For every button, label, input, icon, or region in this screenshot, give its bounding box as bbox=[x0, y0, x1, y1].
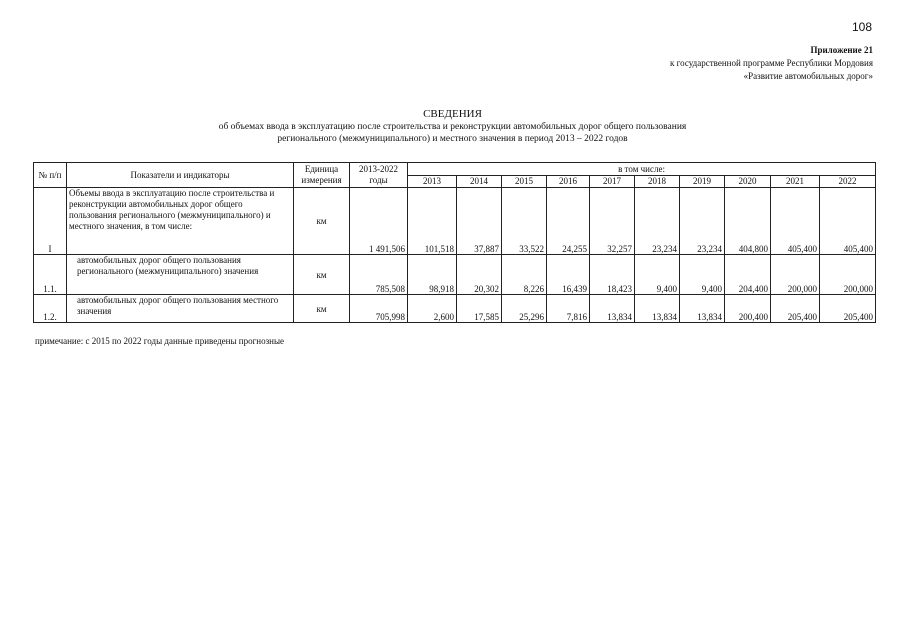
row-unit: км bbox=[294, 255, 350, 295]
table-row bbox=[34, 188, 876, 255]
footnote: примечание: с 2015 по 2022 годы данные приведены прогнозные bbox=[35, 336, 285, 346]
row-value: 13,834 bbox=[635, 295, 680, 323]
header-year: 2015 bbox=[502, 176, 547, 188]
row-value: 98,918 bbox=[408, 255, 457, 295]
appendix-line-2: «Развитие автомобильных дорог» bbox=[743, 71, 873, 81]
row-value: 200,000 bbox=[771, 255, 820, 295]
row-value: 200,400 bbox=[725, 295, 771, 323]
row-unit: км bbox=[294, 188, 350, 255]
row-value: 404,800 bbox=[725, 188, 771, 255]
page-number: 108 bbox=[852, 20, 873, 34]
row-value: 20,302 bbox=[457, 255, 502, 295]
row-value: 13,834 bbox=[680, 295, 725, 323]
header-year: 2014 bbox=[457, 176, 502, 188]
header-year: 2016 bbox=[547, 176, 590, 188]
document-title: СВЕДЕНИЯ bbox=[423, 108, 482, 120]
header-year: 2022 bbox=[820, 176, 876, 188]
row-value: 7,816 bbox=[547, 295, 590, 323]
data-table bbox=[33, 162, 876, 323]
row-value: 204,400 bbox=[725, 255, 771, 295]
row-value: 405,400 bbox=[820, 188, 876, 255]
table-row bbox=[34, 295, 876, 323]
row-value: 205,400 bbox=[771, 295, 820, 323]
row-label: Объемы ввода в эксплуатацию после строительства и реконструкции автомобильных дорог общего пользования регионального (межмуниципального) и местного значения, в том числе: bbox=[67, 188, 294, 255]
header-unit: Единица измерения bbox=[294, 163, 350, 188]
header-indicator: Показатели и индикаторы bbox=[67, 163, 294, 188]
appendix-block bbox=[670, 44, 873, 83]
row-value: 9,400 bbox=[635, 255, 680, 295]
appendix-title: Приложение 21 bbox=[810, 45, 873, 55]
row-label: автомобильных дорог общего пользования регионального (межмуниципального) значения bbox=[67, 255, 294, 295]
row-value: 8,226 bbox=[502, 255, 547, 295]
header-including: в том числе: bbox=[408, 163, 876, 176]
table-row bbox=[34, 255, 876, 295]
appendix-line-1: к государственной программе Республики Мордовия bbox=[670, 58, 873, 68]
row-value: 200,000 bbox=[820, 255, 876, 295]
row-value: 23,234 bbox=[635, 188, 680, 255]
header-year: 2019 bbox=[680, 176, 725, 188]
row-unit: км bbox=[294, 295, 350, 323]
row-value: 13,834 bbox=[590, 295, 635, 323]
row-num: 1.2. bbox=[34, 295, 67, 323]
row-label: автомобильных дорог общего пользования местного значения bbox=[67, 295, 294, 323]
row-total: 785,508 bbox=[350, 255, 408, 295]
header-num: № п/п bbox=[34, 163, 67, 188]
row-value: 9,400 bbox=[680, 255, 725, 295]
row-value: 24,255 bbox=[547, 188, 590, 255]
header-year: 2020 bbox=[725, 176, 771, 188]
header-year: 2013 bbox=[408, 176, 457, 188]
document-subtitle-line-1: об объемах ввода в эксплуатацию после строительства и реконструкции автомобильных дорог общего пользования bbox=[218, 122, 687, 132]
header-year: 2018 bbox=[635, 176, 680, 188]
row-value: 33,522 bbox=[502, 188, 547, 255]
row-value: 405,400 bbox=[771, 188, 820, 255]
row-value: 37,887 bbox=[457, 188, 502, 255]
document-heading bbox=[0, 108, 905, 145]
row-value: 16,439 bbox=[547, 255, 590, 295]
row-value: 17,585 bbox=[457, 295, 502, 323]
row-value: 101,518 bbox=[408, 188, 457, 255]
row-total: 705,998 bbox=[350, 295, 408, 323]
header-year: 2021 bbox=[771, 176, 820, 188]
row-num: I bbox=[34, 188, 67, 255]
row-value: 18,423 bbox=[590, 255, 635, 295]
row-value: 25,296 bbox=[502, 295, 547, 323]
document-subtitle-line-2: регионального (межмуниципального) и местного значения в период 2013 – 2022 годов bbox=[277, 134, 628, 144]
row-value: 32,257 bbox=[590, 188, 635, 255]
row-num: 1.1. bbox=[34, 255, 67, 295]
header-year: 2017 bbox=[590, 176, 635, 188]
header-total: 2013-2022 годы bbox=[350, 163, 408, 188]
row-value: 2,600 bbox=[408, 295, 457, 323]
row-value: 23,234 bbox=[680, 188, 725, 255]
row-total: 1 491,506 bbox=[350, 188, 408, 255]
row-value: 205,400 bbox=[820, 295, 876, 323]
